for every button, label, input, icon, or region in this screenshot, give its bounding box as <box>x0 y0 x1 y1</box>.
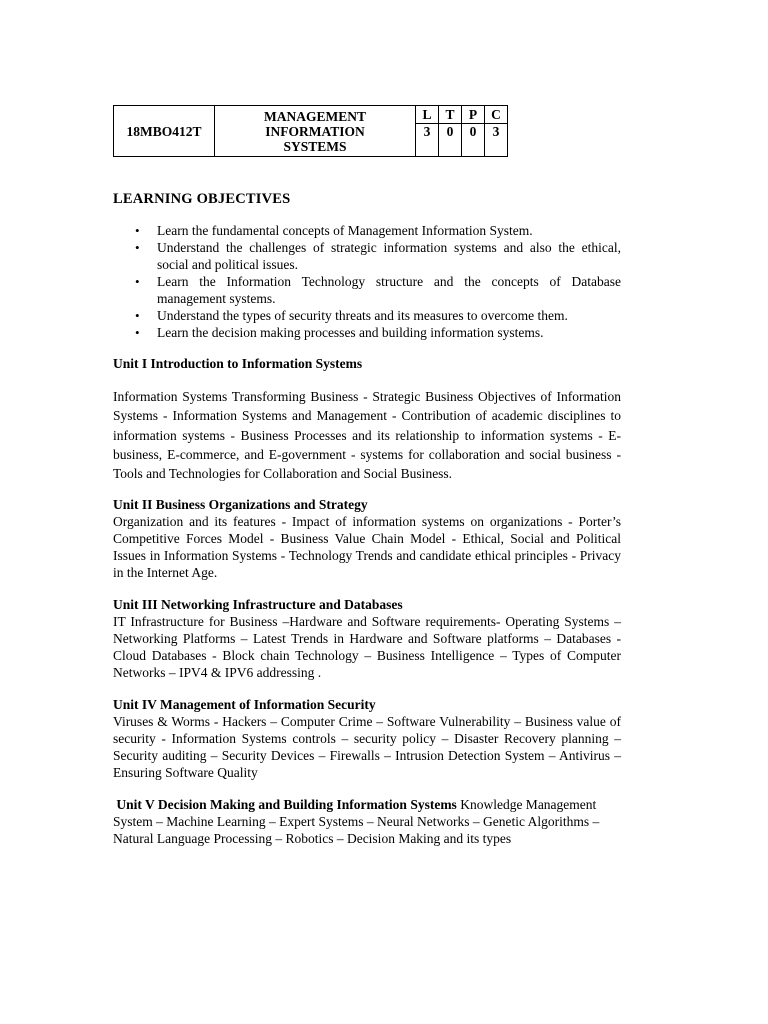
unit-3-heading: Unit III Networking Infrastructure and Databases <box>113 597 403 613</box>
ltpc-header-t: T <box>439 106 462 124</box>
unit-4-text: Viruses & Worms - Hackers – Computer Crime – Software Vulnerability – Business value of security - Information Systems controls – security policy – Disaster Recovery planning – Security auditing – Security Devices – Firewalls – Intrusion Detection System – Antivirus – Ensuring Software Quality <box>113 714 621 781</box>
unit-5-block <box>113 796 621 847</box>
unit-1-heading: Unit I Introduction to Information Systems <box>113 356 363 371</box>
objective-item: • Learn the decision making processes and building information systems. <box>157 324 621 341</box>
ltpc-header-p: P <box>462 106 485 124</box>
course-title <box>215 106 416 157</box>
ltpc-value-l: 3 <box>416 124 439 157</box>
unit-5-text: Knowledge Management System – Machine Learning – Expert Systems – Neural Networks – Genetic Algorithms – Natural Language Processing – Robotics – Decision Making and its types <box>113 797 600 847</box>
ltpc-header-l: L <box>416 106 439 124</box>
ltpc-header-c: C <box>485 106 508 124</box>
learning-objectives-heading: LEARNING OBJECTIVES <box>113 191 291 207</box>
objective-item: • Learn the Information Technology structure and the concepts of Database management systems. <box>157 273 621 307</box>
course-title-line: SYSTEMS <box>283 138 347 154</box>
unit-4-heading: Unit IV Management of Information Security <box>113 697 376 713</box>
ltpc-value-c: 3 <box>485 124 508 157</box>
unit-2-text: Organization and its features - Impact of information systems on organizations - Porter’s Competitive Forces Model - Business Value Chain Model - Ethical, Social and Political Issues in Information Systems - Technology Trends and candidate ethical principles - Privacy in the Internet Age. <box>113 514 621 581</box>
objective-item: • Learn the fundamental concepts of Management Information System. <box>157 222 621 239</box>
ltpc-value-p: 0 <box>462 124 485 157</box>
objective-item: • Understand the types of security threats and its measures to overcome them. <box>157 307 621 324</box>
course-code: 18MBO412T <box>114 106 215 157</box>
learning-objectives-list <box>113 222 621 341</box>
ltpc-value-t: 0 <box>439 124 462 157</box>
unit-5-heading: Unit V Decision Making and Building Information Systems <box>116 797 457 813</box>
course-title-line: MANAGEMENT <box>264 108 366 124</box>
course-title-line: INFORMATION <box>265 123 365 139</box>
course-header-table <box>113 105 508 157</box>
unit-2-heading: Unit II Business Organizations and Strategy <box>113 497 368 513</box>
objective-item: • Understand the challenges of strategic information systems and also the ethical, social and political issues. <box>157 239 621 273</box>
syllabus-page <box>113 105 621 861</box>
unit-3-text: IT Infrastructure for Business –Hardware and Software requirements- Operating Systems – Networking Platforms – Latest Trends in Hardware and Software platforms – Databases - Cloud Databases - Block chain Technology – Business Intelligence – Types of Computer Networks – IPV4 & IPV6 addressing . <box>113 614 621 681</box>
unit-1-text: Information Systems Transforming Business - Strategic Business Objectives of Information Systems - Information Systems and Management - Contribution of academic disciplines to information systems - Business Processes and its relationship to information systems - E-business, E-commerce, and E-government - systems for collaboration and social business - Tools and Technologies for Collaboration and Social Business. <box>113 389 621 482</box>
